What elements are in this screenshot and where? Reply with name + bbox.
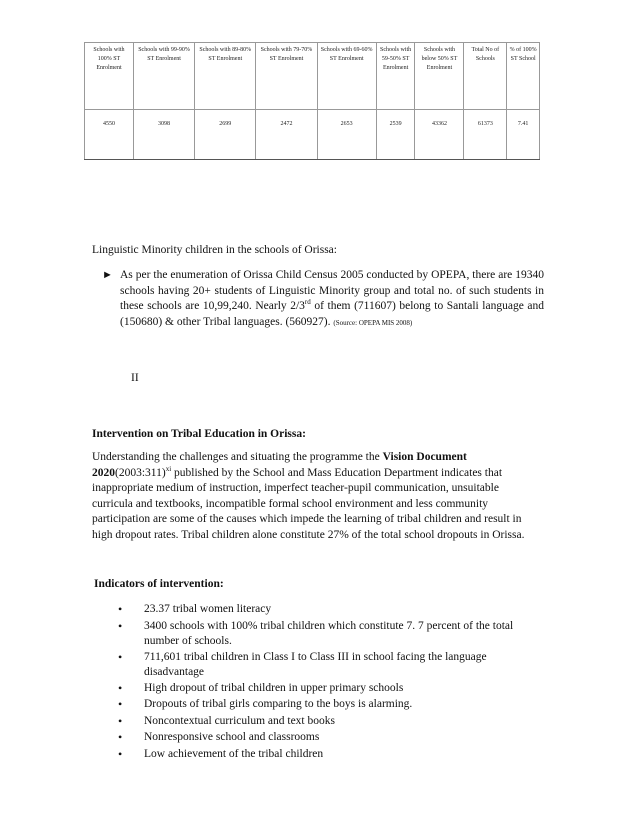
list-item: • 711,601 tribal children in Class I to Class III in school facing the language disadvantage xyxy=(94,650,544,681)
table-cell: 2539 xyxy=(376,110,415,160)
table-cell: 2699 xyxy=(195,110,256,160)
linguistic-bullet xyxy=(92,268,544,331)
arrow-bullet-icon: ► xyxy=(102,269,113,281)
list-item: • Low achievement of the tribal children xyxy=(94,747,544,764)
table-header-row xyxy=(85,43,540,110)
source-citation: (Source: OPEPA MIS 2008) xyxy=(333,318,413,327)
table-header-cell: Schools with below 50% ST Enrolment xyxy=(415,43,464,110)
bullet-icon xyxy=(94,714,144,731)
st-enrolment-table xyxy=(84,42,540,160)
bullet-icon xyxy=(94,730,144,747)
superscript-rd: rd xyxy=(304,298,311,307)
list-item: • High dropout of tribal children in upper primary schools xyxy=(94,681,544,698)
intervention-paragraph xyxy=(92,450,542,543)
table-cell: 2653 xyxy=(317,110,376,160)
table-header-cell: % of 100% ST School xyxy=(507,43,540,110)
bullet-icon xyxy=(94,650,144,681)
vision-document-bold: Vision Document 2020 xyxy=(92,451,467,479)
list-item: • 23.37 tribal women literacy xyxy=(94,602,544,619)
intervention-text-3: published by the School and Mass Education Department indicates that inappropriate medium of instruction, imperfect teacher-pupil communication, unsuitable curricula and textbooks, incompatible formal school environment and less community participation are some of the causes which impede the learning of tribal children and result in high dropout rates. Tribal children alone constitute 27% of the total school dropouts in Orissa. xyxy=(92,466,525,541)
indicators-heading: Indicators of intervention: xyxy=(94,578,224,590)
linguistic-paragraph xyxy=(120,268,544,331)
list-item: • Nonresponsive school and classrooms xyxy=(94,730,544,747)
intervention-text-2: (2003:311) xyxy=(115,466,166,479)
table-row xyxy=(85,110,540,160)
linguistic-text-2: of them (711607) belong to Santali language and (150680) & other Tribal languages. (560927). xyxy=(120,300,544,328)
bullet-icon xyxy=(94,619,144,650)
bullet-icon xyxy=(94,747,144,764)
intervention-text-1: Understanding the challenges and situating the programme the xyxy=(92,451,383,463)
bullet-icon xyxy=(94,681,144,698)
indicators-list xyxy=(94,602,544,763)
table-cell: 7.41 xyxy=(507,110,540,160)
table-header-cell: Schools with 79-70% ST Enrolment xyxy=(256,43,317,110)
table-cell: 4550 xyxy=(85,110,134,160)
linguistic-text-1: As per the enumeration of Orissa Child Census 2005 conducted by OPEPA, there are 19340 schools having 20+ students of Linguistic Minority group and total no. of such students in these schools are 10,99,240. Nearly 2/3 xyxy=(120,269,544,312)
table-header-cell: Schools with 99-90% ST Enrolment xyxy=(133,43,194,110)
table-header-cell: Schools with 100% ST Enrolment xyxy=(85,43,134,110)
table-cell: 61373 xyxy=(464,110,507,160)
table-cell: 3098 xyxy=(133,110,194,160)
linguistic-title: Linguistic Minority children in the schools of Orissa: xyxy=(92,244,337,256)
roman-numeral: II xyxy=(131,372,139,384)
superscript-xi: xi xyxy=(165,464,172,473)
table-header-cell: Schools with 59-50% ST Enrolment xyxy=(376,43,415,110)
bullet-icon xyxy=(94,602,144,619)
table-header-cell: Schools with 89-80% ST Enrolment xyxy=(195,43,256,110)
table-cell: 43362 xyxy=(415,110,464,160)
list-item: • 3400 schools with 100% tribal children which constitute 7. 7 percent of the total number of schools. xyxy=(94,619,544,650)
table-cell: 2472 xyxy=(256,110,317,160)
bullet-icon xyxy=(94,697,144,714)
table-header-cell: Total No of Schools xyxy=(464,43,507,110)
table-header-cell: Schools with 69-60% ST Enrolment xyxy=(317,43,376,110)
list-item: • Dropouts of tribal girls comparing to the boys is alarming. xyxy=(94,697,544,714)
list-item: • Noncontextual curriculum and text books xyxy=(94,714,544,731)
intervention-heading: Intervention on Tribal Education in Orissa: xyxy=(92,428,306,440)
